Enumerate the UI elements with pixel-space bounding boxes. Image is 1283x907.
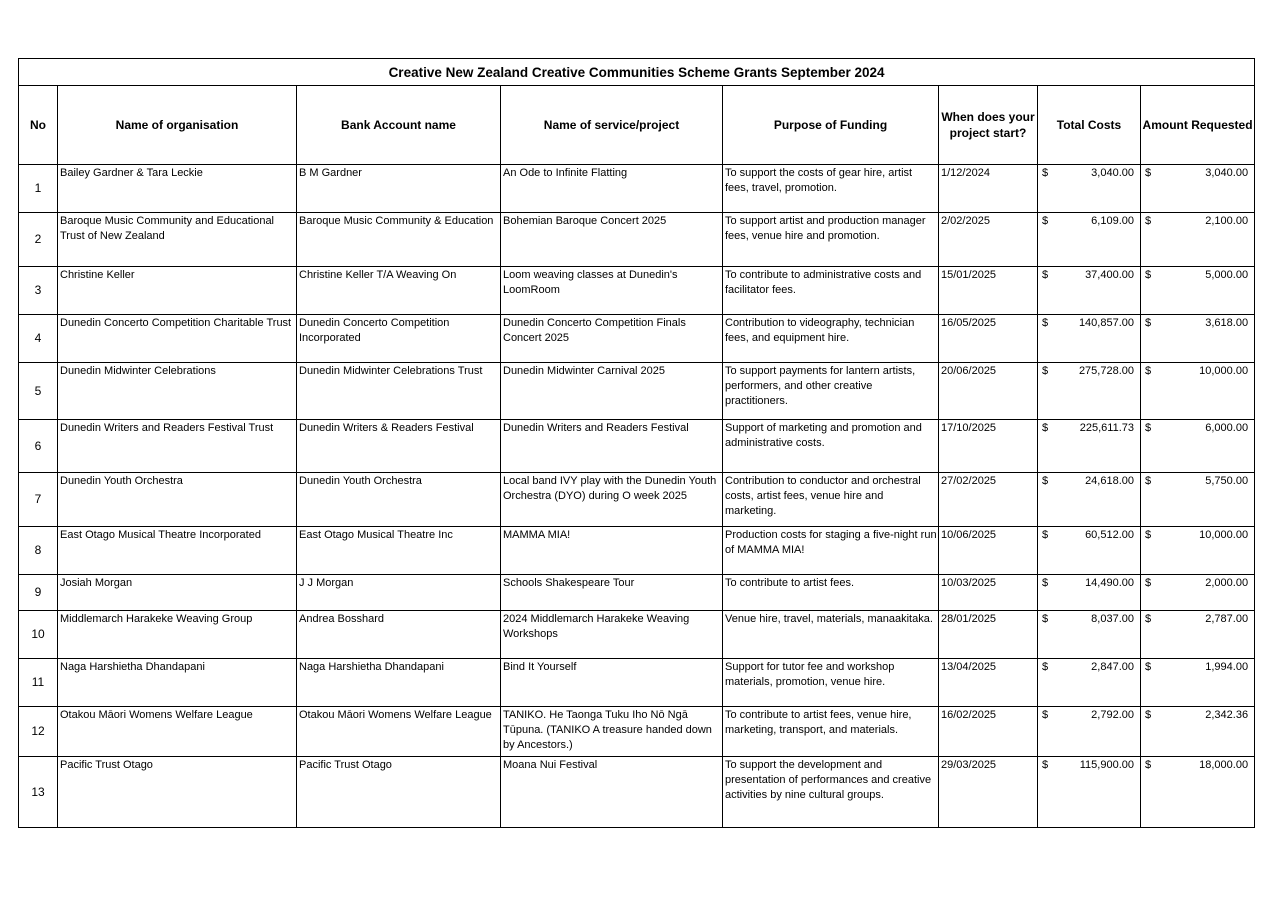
cell-purpose-text: To contribute to artist fees. [725, 577, 855, 589]
cell-total-costs-value: 2,792.00 [1091, 709, 1134, 721]
cell-bank-account-text: Naga Harshietha Dhandapani [299, 661, 444, 673]
cell-amount-requested [1141, 707, 1255, 757]
cell-start [939, 611, 1038, 659]
cell-total-costs-value: 14,490.00 [1085, 577, 1134, 589]
cell-amount-requested-value: 10,000.00 [1199, 365, 1249, 377]
currency-symbol: $ [1145, 215, 1152, 227]
cell-amount-requested [1141, 267, 1255, 315]
cell-organisation-text: Dunedin Youth Orchestra [60, 475, 183, 487]
cell-project-text: An Ode to Infinite Flatting [503, 167, 628, 179]
cell-organisation-text: Christine Keller [60, 269, 135, 281]
cell-amount-requested-value: 5,000.00 [1205, 269, 1249, 281]
table-row [19, 473, 1255, 527]
currency-symbol: $ [1042, 167, 1049, 179]
cell-project [501, 267, 723, 315]
cell-start [939, 267, 1038, 315]
cell-amount-requested [1141, 757, 1255, 828]
currency-symbol: $ [1042, 269, 1049, 281]
cell-bank-account-text: East Otago Musical Theatre Inc [299, 529, 453, 541]
cell-bank-account [297, 707, 501, 757]
cell-no: 12 [19, 707, 58, 757]
cell-start [939, 315, 1038, 363]
cell-bank-account [297, 611, 501, 659]
cell-total-costs [1038, 420, 1141, 473]
cell-amount-requested-value: 18,000.00 [1199, 759, 1249, 771]
cell-project-text: Dunedin Midwinter Carnival 2025 [503, 365, 666, 377]
cell-purpose [723, 611, 939, 659]
cell-bank-account [297, 473, 501, 527]
cell-project [501, 659, 723, 707]
cell-total-costs [1038, 575, 1141, 611]
cell-bank-account-text: Dunedin Concerto Competition Incorporated [299, 317, 450, 344]
cell-amount-requested-value: 10,000.00 [1199, 529, 1249, 541]
cell-total-costs [1038, 473, 1141, 527]
cell-no: 8 [19, 527, 58, 575]
currency-symbol: $ [1042, 577, 1049, 589]
cell-start [939, 707, 1038, 757]
cell-purpose [723, 363, 939, 420]
cell-amount-requested-value: 5,750.00 [1205, 475, 1249, 487]
cell-bank-account-text: Dunedin Writers & Readers Festival [299, 422, 474, 434]
currency-symbol: $ [1145, 167, 1152, 179]
currency-symbol: $ [1145, 365, 1152, 377]
cell-purpose-text: To support artist and production manager fees, venue hire and promotion. [725, 215, 926, 242]
cell-total-costs-value: 115,900.00 [1079, 759, 1134, 771]
cell-start-text: 20/06/2025 [941, 365, 997, 377]
cell-bank-account-text: J J Morgan [299, 577, 354, 589]
cell-organisation-text: Josiah Morgan [60, 577, 133, 589]
cell-organisation [58, 757, 297, 828]
table-row [19, 165, 1255, 213]
cell-bank-account-text: Baroque Music Community & Education [299, 215, 494, 227]
cell-purpose-text: Contribution to videography, technician fees, and equipment hire. [725, 317, 915, 344]
cell-bank-account [297, 575, 501, 611]
cell-purpose [723, 527, 939, 575]
cell-total-costs [1038, 659, 1141, 707]
cell-organisation [58, 527, 297, 575]
cell-organisation [58, 267, 297, 315]
cell-purpose [723, 315, 939, 363]
currency-symbol: $ [1042, 215, 1049, 227]
cell-start-text: 27/02/2025 [941, 475, 997, 487]
cell-amount-requested [1141, 611, 1255, 659]
cell-bank-account-text: Andrea Bosshard [299, 613, 384, 625]
table-row [19, 527, 1255, 575]
cell-amount-requested [1141, 527, 1255, 575]
cell-bank-account-text: Otakou Māori Womens Welfare League [299, 709, 492, 721]
cell-project-text: Bind It Yourself [503, 661, 577, 673]
cell-amount-requested [1141, 315, 1255, 363]
cell-project-text: Schools Shakespeare Tour [503, 577, 635, 589]
table-row [19, 611, 1255, 659]
cell-project [501, 611, 723, 659]
cell-purpose-text: Support for tutor fee and workshop materials, promotion, venue hire. [725, 661, 895, 688]
cell-project-text: TANIKO. He Taonga Tuku Iho Nō Ngā Tūpuna. (TANIKO A treasure handed down by Ancestors.) [503, 709, 712, 751]
currency-symbol: $ [1145, 759, 1152, 771]
cell-start-text: 16/05/2025 [941, 317, 997, 329]
currency-symbol: $ [1042, 475, 1049, 487]
cell-project-text: Bohemian Baroque Concert 2025 [503, 215, 667, 227]
cell-total-costs [1038, 267, 1141, 315]
cell-total-costs-value: 60,512.00 [1085, 529, 1134, 541]
cell-organisation [58, 363, 297, 420]
table-row [19, 363, 1255, 420]
cell-organisation [58, 659, 297, 707]
cell-bank-account [297, 757, 501, 828]
cell-organisation [58, 575, 297, 611]
cell-project [501, 707, 723, 757]
cell-start [939, 363, 1038, 420]
cell-amount-requested [1141, 659, 1255, 707]
cell-project [501, 757, 723, 828]
cell-start-text: 17/10/2025 [941, 422, 997, 434]
cell-no: 7 [19, 473, 58, 527]
cell-total-costs [1038, 611, 1141, 659]
header-project: Name of service/project [501, 86, 723, 165]
cell-purpose [723, 213, 939, 267]
currency-symbol: $ [1145, 661, 1152, 673]
cell-purpose-text: To support payments for lantern artists, performers, and other creative practitioners. [725, 365, 916, 407]
cell-amount-requested-value: 2,787.00 [1205, 613, 1249, 625]
cell-amount-requested-value: 1,994.00 [1205, 661, 1249, 673]
currency-symbol: $ [1042, 422, 1049, 434]
cell-project [501, 165, 723, 213]
cell-total-costs-value: 6,109.00 [1091, 215, 1134, 227]
currency-symbol: $ [1042, 365, 1049, 377]
cell-no: 10 [19, 611, 58, 659]
cell-no: 6 [19, 420, 58, 473]
cell-purpose [723, 165, 939, 213]
cell-organisation-text: Middlemarch Harakeke Weaving Group [60, 613, 253, 625]
cell-project-text: Local band IVY play with the Dunedin Youth Orchestra (DYO) during O week 2025 [503, 475, 717, 502]
cell-organisation [58, 165, 297, 213]
header-organisation: Name of organisation [58, 86, 297, 165]
table-title: Creative New Zealand Creative Communities Scheme Grants September 2024 [19, 59, 1255, 86]
cell-bank-account-text: B M Gardner [299, 167, 362, 179]
cell-project-text: Loom weaving classes at Dunedin's LoomRoom [503, 269, 678, 296]
cell-start [939, 757, 1038, 828]
cell-total-costs [1038, 315, 1141, 363]
cell-organisation-text: Otakou Māori Womens Welfare League [60, 709, 253, 721]
cell-organisation [58, 315, 297, 363]
cell-bank-account [297, 315, 501, 363]
cell-amount-requested-value: 2,342.36 [1205, 709, 1249, 721]
cell-organisation [58, 213, 297, 267]
cell-start [939, 659, 1038, 707]
header-bank-account: Bank Account name [297, 86, 501, 165]
cell-start [939, 527, 1038, 575]
cell-project [501, 575, 723, 611]
cell-total-costs-value: 2,847.00 [1091, 661, 1134, 673]
cell-purpose-text: Venue hire, travel, materials, manaakitaka. [725, 613, 933, 625]
cell-purpose-text: To contribute to administrative costs and facilitator fees. [725, 269, 922, 296]
currency-symbol: $ [1042, 661, 1049, 673]
cell-total-costs [1038, 527, 1141, 575]
table-row [19, 707, 1255, 757]
cell-purpose [723, 420, 939, 473]
currency-symbol: $ [1145, 529, 1152, 541]
currency-symbol: $ [1145, 577, 1152, 589]
cell-total-costs-value: 140,857.00 [1078, 317, 1134, 329]
cell-total-costs-value: 225,611.73 [1079, 422, 1134, 434]
cell-no: 13 [19, 757, 58, 828]
currency-symbol: $ [1145, 317, 1152, 329]
header-amount-requested: Amount Requested [1141, 86, 1255, 165]
cell-no: 1 [19, 165, 58, 213]
cell-purpose [723, 659, 939, 707]
cell-organisation-text: Baroque Music Community and Educational Trust of New Zealand [60, 215, 275, 242]
cell-organisation-text: Naga Harshietha Dhandapani [60, 661, 205, 673]
cell-bank-account [297, 165, 501, 213]
cell-total-costs-value: 37,400.00 [1085, 269, 1134, 281]
cell-start-text: 28/01/2025 [941, 613, 997, 625]
cell-no: 11 [19, 659, 58, 707]
currency-symbol: $ [1042, 613, 1049, 625]
cell-purpose-text: Support of marketing and promotion and administrative costs. [725, 422, 922, 449]
cell-total-costs-value: 3,040.00 [1091, 167, 1134, 179]
cell-start-text: 16/02/2025 [941, 709, 997, 721]
currency-symbol: $ [1145, 475, 1152, 487]
cell-no: 9 [19, 575, 58, 611]
cell-amount-requested-value: 3,040.00 [1205, 167, 1249, 179]
cell-amount-requested-value: 3,618.00 [1205, 317, 1249, 329]
table-row [19, 420, 1255, 473]
cell-start [939, 473, 1038, 527]
cell-project [501, 213, 723, 267]
table-row [19, 757, 1255, 828]
cell-organisation [58, 420, 297, 473]
cell-amount-requested [1141, 213, 1255, 267]
header-no: No [19, 86, 58, 165]
table-row [19, 575, 1255, 611]
cell-bank-account [297, 213, 501, 267]
currency-symbol: $ [1145, 269, 1152, 281]
cell-organisation [58, 473, 297, 527]
cell-organisation-text: Pacific Trust Otago [60, 759, 153, 771]
grants-table [18, 58, 1255, 828]
cell-purpose-text: Contribution to conductor and orchestral costs, artist fees, venue hire and marketing. [725, 475, 921, 517]
cell-bank-account [297, 363, 501, 420]
cell-start [939, 575, 1038, 611]
cell-organisation [58, 611, 297, 659]
cell-start-text: 10/03/2025 [941, 577, 997, 589]
header-purpose: Purpose of Funding [723, 86, 939, 165]
header-start: When does your project start? [939, 86, 1038, 165]
cell-purpose [723, 267, 939, 315]
cell-total-costs-value: 24,618.00 [1085, 475, 1134, 487]
cell-purpose [723, 575, 939, 611]
cell-project [501, 527, 723, 575]
currency-symbol: $ [1145, 613, 1152, 625]
cell-bank-account-text: Dunedin Youth Orchestra [299, 475, 422, 487]
cell-organisation-text: Dunedin Concerto Competition Charitable Trust [60, 317, 292, 329]
cell-start-text: 1/12/2024 [941, 167, 990, 179]
cell-total-costs [1038, 707, 1141, 757]
cell-project [501, 315, 723, 363]
table-row [19, 315, 1255, 363]
cell-organisation-text: East Otago Musical Theatre Incorporated [60, 529, 261, 541]
cell-start [939, 165, 1038, 213]
cell-amount-requested [1141, 363, 1255, 420]
grants-sheet [18, 58, 1254, 828]
cell-no: 2 [19, 213, 58, 267]
cell-amount-requested [1141, 473, 1255, 527]
currency-symbol: $ [1042, 759, 1049, 771]
cell-amount-requested [1141, 165, 1255, 213]
cell-start-text: 13/04/2025 [941, 661, 997, 673]
cell-start [939, 420, 1038, 473]
cell-purpose [723, 473, 939, 527]
cell-purpose [723, 757, 939, 828]
cell-purpose-text: Production costs for staging a five-night run of MAMMA MIA! [725, 529, 937, 556]
currency-symbol: $ [1145, 422, 1152, 434]
cell-amount-requested-value: 2,000.00 [1205, 577, 1249, 589]
cell-organisation-text: Dunedin Writers and Readers Festival Trust [60, 422, 274, 434]
cell-no: 4 [19, 315, 58, 363]
currency-symbol: $ [1145, 709, 1152, 721]
cell-amount-requested-value: 2,100.00 [1205, 215, 1249, 227]
cell-total-costs [1038, 757, 1141, 828]
currency-symbol: $ [1042, 317, 1049, 329]
cell-total-costs-value: 275,728.00 [1078, 365, 1134, 377]
cell-project [501, 363, 723, 420]
table-row [19, 659, 1255, 707]
cell-purpose-text: To support the development and presentation of performances and creative activities by nine cultural groups. [725, 759, 932, 801]
header-total-costs: Total Costs [1038, 86, 1141, 165]
cell-bank-account-text: Christine Keller T/A Weaving On [299, 269, 457, 281]
currency-symbol: $ [1042, 709, 1049, 721]
cell-project [501, 473, 723, 527]
cell-organisation-text: Bailey Gardner & Tara Leckie [60, 167, 203, 179]
cell-bank-account [297, 420, 501, 473]
cell-amount-requested [1141, 575, 1255, 611]
table-row [19, 213, 1255, 267]
cell-project-text: Dunedin Writers and Readers Festival [503, 422, 689, 434]
cell-project-text: Dunedin Concerto Competition Finals Concert 2025 [503, 317, 686, 344]
cell-total-costs [1038, 165, 1141, 213]
cell-start [939, 213, 1038, 267]
cell-start-text: 10/06/2025 [941, 529, 997, 541]
cell-project [501, 420, 723, 473]
cell-total-costs [1038, 213, 1141, 267]
cell-purpose-text: To support the costs of gear hire, artist fees, travel, promotion. [725, 167, 913, 194]
cell-bank-account [297, 659, 501, 707]
header-row [19, 86, 1255, 165]
cell-start-text: 29/03/2025 [941, 759, 997, 771]
cell-total-costs-value: 8,037.00 [1091, 613, 1134, 625]
cell-bank-account [297, 527, 501, 575]
cell-organisation-text: Dunedin Midwinter Celebrations [60, 365, 216, 377]
cell-start-text: 2/02/2025 [941, 215, 990, 227]
cell-project-text: MAMMA MIA! [503, 529, 571, 541]
cell-project-text: Moana Nui Festival [503, 759, 598, 771]
cell-amount-requested-value: 6,000.00 [1205, 422, 1249, 434]
cell-bank-account-text: Pacific Trust Otago [299, 759, 392, 771]
cell-bank-account-text: Dunedin Midwinter Celebrations Trust [299, 365, 483, 377]
cell-total-costs [1038, 363, 1141, 420]
cell-bank-account [297, 267, 501, 315]
cell-no: 3 [19, 267, 58, 315]
currency-symbol: $ [1042, 529, 1049, 541]
cell-no: 5 [19, 363, 58, 420]
cell-start-text: 15/01/2025 [941, 269, 997, 281]
table-row [19, 267, 1255, 315]
cell-amount-requested [1141, 420, 1255, 473]
cell-purpose [723, 707, 939, 757]
cell-purpose-text: To contribute to artist fees, venue hire, marketing, transport, and materials. [725, 709, 912, 736]
cell-project-text: 2024 Middlemarch Harakeke Weaving Workshops [503, 613, 690, 640]
title-row [19, 59, 1255, 86]
cell-organisation [58, 707, 297, 757]
